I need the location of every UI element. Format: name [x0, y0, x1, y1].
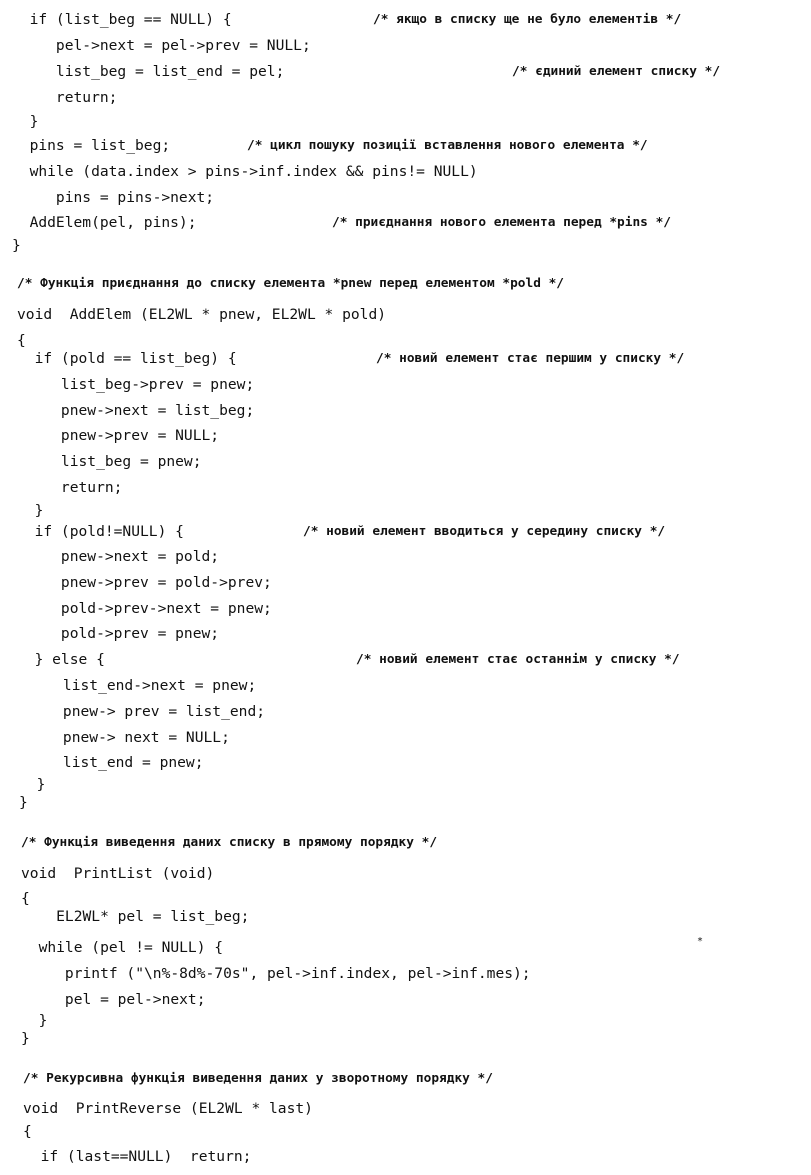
code-line: EL2WL* pel = list_beg;	[21, 908, 250, 925]
code-comment: /* новий елемент вводиться у середину списку */	[303, 524, 666, 539]
code-line: pins = pins->next;	[12, 189, 215, 206]
code-line: return;	[17, 479, 123, 496]
code-line: pold->prev = pnew;	[17, 625, 220, 642]
code-line: void PrintReverse (EL2WL * last)	[23, 1100, 313, 1117]
code-line: list_beg = pnew;	[17, 453, 202, 470]
code-line: pins = list_beg;	[12, 137, 171, 154]
code-line: {	[21, 890, 30, 907]
stray-mark: *	[697, 936, 704, 947]
code-line: pnew-> next = NULL;	[19, 729, 230, 746]
code-line: }	[12, 113, 39, 130]
code-line: pel->next = pel->prev = NULL;	[12, 37, 311, 54]
code-line: if (last==NULL) return;	[23, 1148, 252, 1165]
code-line: void AddElem (EL2WL * pnew, EL2WL * pold)	[17, 306, 387, 323]
code-line: printf ("\n%-8d%-70s", pel->inf.index, pel->inf.mes);	[21, 965, 531, 982]
code-line: return;	[12, 89, 118, 106]
code-line: }	[12, 237, 21, 254]
code-line: list_end->next = pnew;	[19, 677, 257, 694]
code-comment: /* якщо в списку ще не було елементів */	[373, 12, 682, 27]
code-line: }	[21, 1030, 30, 1047]
code-line: } else {	[17, 651, 105, 668]
code-line: }	[21, 1012, 48, 1029]
code-line: list_beg = list_end = pel;	[12, 63, 285, 80]
code-line: list_beg->prev = pnew;	[17, 376, 255, 393]
code-line: pel = pel->next;	[21, 991, 206, 1008]
code-comment: /* Функція виведення даних списку в прямому порядку */	[21, 835, 438, 850]
code-comment: /* цикл пошуку позиції вставлення нового елемента */	[247, 138, 648, 153]
code-comment: /* Рекурсивна функція виведення даних у зворотному порядку */	[23, 1071, 493, 1086]
code-line: if (list_beg == NULL) {	[12, 11, 232, 28]
code-comment: /* новий елемент стає останнім у списку */	[356, 652, 680, 667]
code-line: if (pold == list_beg) {	[17, 350, 237, 367]
code-line: list_end = pnew;	[19, 754, 204, 771]
code-line: if (pold!=NULL) {	[17, 523, 184, 540]
code-comment: /* єдиний елемент списку */	[512, 64, 721, 79]
code-line: }	[19, 776, 46, 793]
code-line: pnew-> prev = list_end;	[19, 703, 266, 720]
code-line: }	[19, 794, 28, 811]
code-comment: /* Функція приєднання до списку елемента *pnew перед елементом *pold */	[17, 276, 565, 291]
code-line: {	[17, 332, 26, 349]
code-line: pnew->next = list_beg;	[17, 402, 255, 419]
code-line: pnew->prev = NULL;	[17, 427, 220, 444]
code-line: pnew->prev = pold->prev;	[17, 574, 272, 591]
code-line: pold->prev->next = pnew;	[17, 600, 272, 617]
code-line: while (pel != NULL) {	[21, 939, 224, 956]
code-line: AddElem(pel, pins);	[12, 214, 197, 231]
code-comment: /* приєднання нового елемента перед *pins */	[332, 215, 671, 230]
code-line: {	[23, 1123, 32, 1140]
code-comment: /* новий елемент стає першим у списку */	[376, 351, 685, 366]
code-line: pnew->next = pold;	[17, 548, 220, 565]
code-line: while (data.index > pins->inf.index && pins!= NULL)	[12, 163, 478, 180]
code-line: }	[17, 502, 44, 519]
code-line: void PrintList (void)	[21, 865, 215, 882]
